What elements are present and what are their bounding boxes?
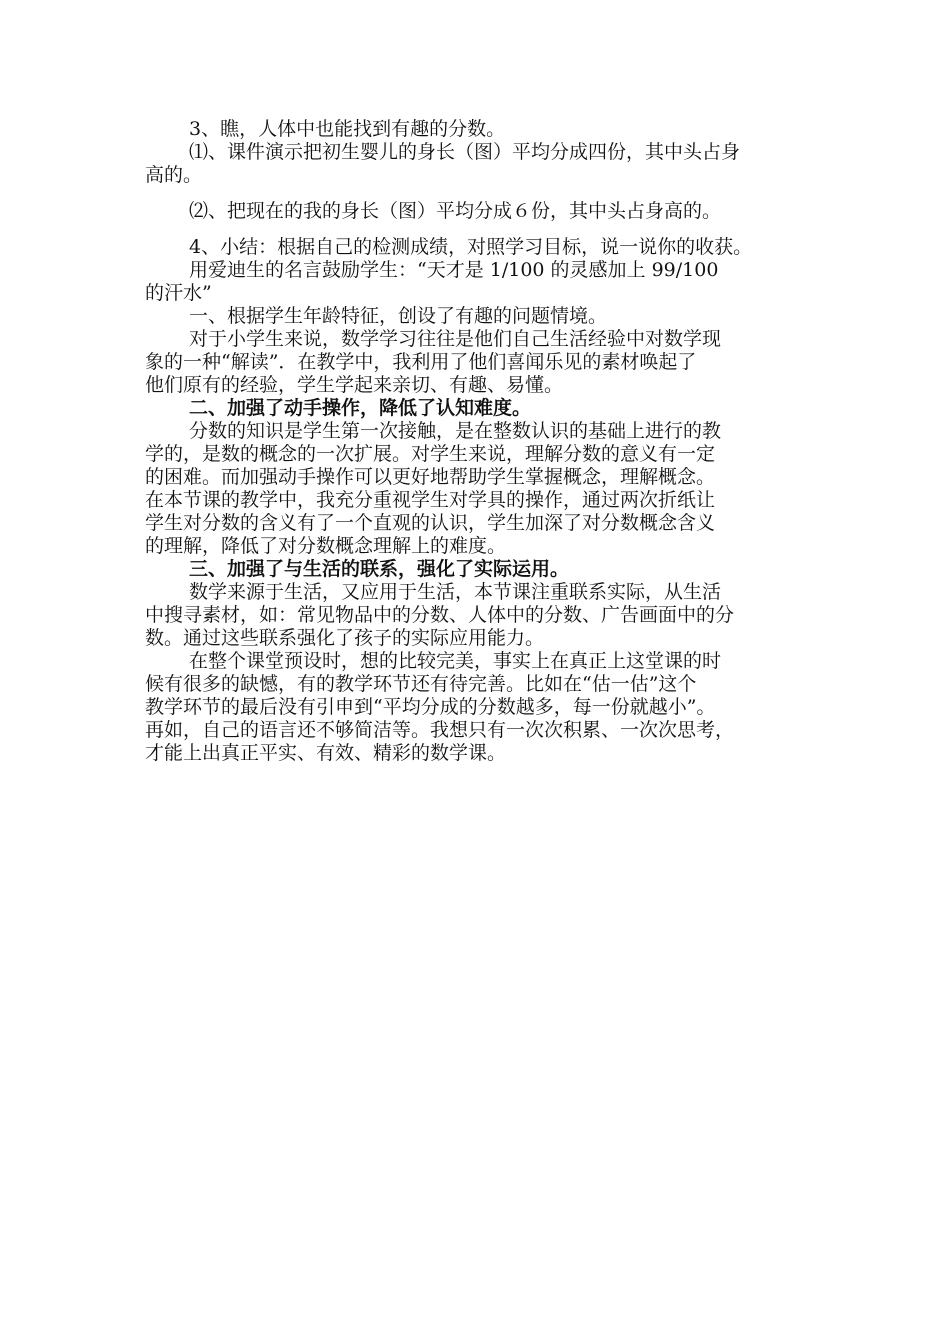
text-line: 学生对分数的含义有了一个直观的认识，学生加深了对分数概念含义 bbox=[145, 512, 716, 534]
text-line: ⑵、把现在的我的身长（图）平均分成６份，其中头占身高的。 bbox=[189, 200, 722, 222]
text-line: ⑴、课件演示把初生婴儿的身长（图）平均分成四份，其中头占身 bbox=[189, 141, 741, 163]
text-line: 对于小学生来说，数学学习往往是他们自己生活经验中对数学现 bbox=[189, 328, 722, 350]
section-heading: 三、加强了与生活的联系，强化了实际运用。 bbox=[189, 558, 570, 580]
text-line: 4、小结：根据自己的检测成绩，对照学习目标，说一说你的收获。 bbox=[189, 236, 753, 258]
text-line: 教学环节的最后没有引申到“平均分成的分数越多，每一份就越小”。 bbox=[145, 696, 716, 718]
text-line: 高的。 bbox=[145, 164, 203, 186]
text-line: 在本节课的教学中，我充分重视学生对学具的操作，通过两次折纸让 bbox=[145, 489, 716, 511]
text-line: 的汗水” bbox=[145, 282, 212, 304]
document-body bbox=[145, 118, 813, 765]
text-line: 在整个课堂预设时，想的比较完美，事实上在真正上这堂课的时 bbox=[189, 650, 722, 672]
text-line: 象的一种“解读”．在教学中，我利用了他们喜闻乐见的素材唤起了 bbox=[145, 351, 697, 373]
text-line: 一、根据学生年龄特征，创设了有趣的问题情境。 bbox=[189, 305, 608, 327]
text-line: 的困难。而加强动手操作可以更好地帮助学生掌握概念，理解概念。 bbox=[145, 466, 716, 488]
section-heading: 二、加强了动手操作，降低了认知难度。 bbox=[189, 397, 532, 419]
text-line: 的理解，降低了对分数概念理解上的难度。 bbox=[145, 535, 507, 557]
text-line: 分数的知识是学生第一次接触，是在整数认识的基础上进行的教 bbox=[189, 420, 722, 442]
text-line: 中搜寻素材，如：常见物品中的分数、人体中的分数、广告画面中的分 bbox=[145, 604, 735, 626]
text-line: 用爱迪生的名言鼓励学生：“天才是 1/100 的灵感加上 99/100 bbox=[189, 259, 719, 281]
text-line: 数。通过这些联系强化了孩子的实际应用能力。 bbox=[145, 627, 545, 649]
text-line: 3、瞧，人体中也能找到有趣的分数。 bbox=[189, 118, 506, 140]
text-line: 学的，是数的概念的一次扩展。对学生来说，理解分数的意义有一定 bbox=[145, 443, 716, 465]
text-line: 候有很多的缺憾，有的教学环节还有待完善。比如在“估一估”这个 bbox=[145, 673, 697, 695]
text-line: 再如，自己的语言还不够简洁等。我想只有一次次积累、一次次思考， bbox=[145, 719, 735, 741]
text-line: 他们原有的经验，学生学起来亲切、有趣、易懂。 bbox=[145, 374, 564, 396]
text-line: 数学来源于生活，又应用于生活，本节课注重联系实际，从生活 bbox=[189, 581, 722, 603]
text-line: 才能上出真正平实、有效、精彩的数学课。 bbox=[145, 742, 507, 764]
